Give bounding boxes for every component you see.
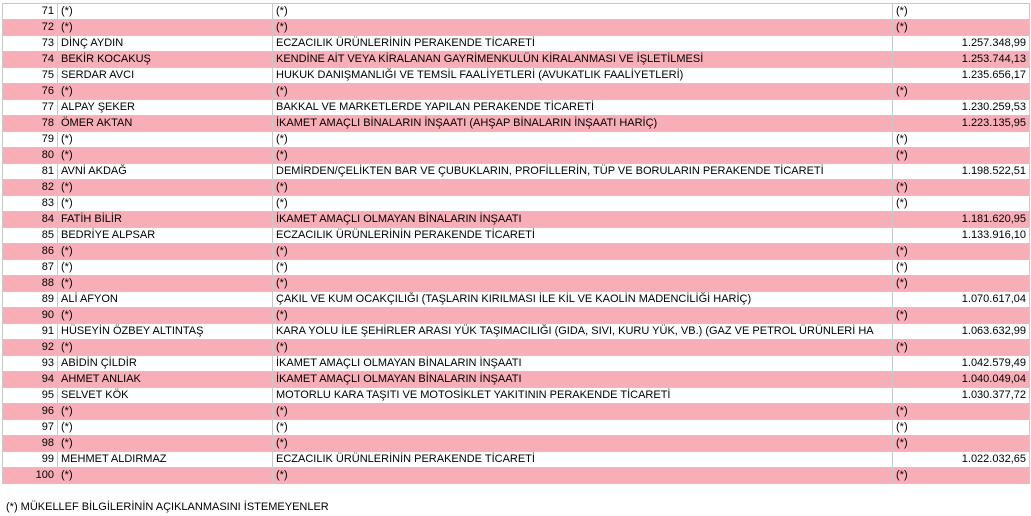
activity-cell: KENDİNE AİT VEYA KİRALANAN GAYRİMENKULÜN KİRALANMASI VE İŞLETİLMESİ — [273, 52, 893, 68]
taxpayer-name-cell: DİNÇ AYDIN — [58, 36, 273, 52]
table-row — [3, 324, 1030, 340]
activity-cell: (*) — [273, 20, 893, 36]
taxpayer-name-cell: (*) — [58, 468, 273, 484]
row-number-cell: 81 — [3, 164, 58, 180]
row-number-cell: 80 — [3, 148, 58, 164]
amount-cell: 1.063.632,99 — [893, 324, 1030, 340]
row-number-cell: 82 — [3, 180, 58, 196]
activity-cell: (*) — [273, 4, 893, 20]
amount-cell: 1.198.522,51 — [893, 164, 1030, 180]
row-number-cell: 77 — [3, 100, 58, 116]
amount-cell: 1.022.032,65 — [893, 452, 1030, 468]
amount-cell: (*) — [893, 436, 1030, 452]
amount-cell: (*) — [893, 468, 1030, 484]
taxpayer-name-cell: (*) — [58, 84, 273, 100]
activity-cell: İKAMET AMAÇLI OLMAYAN BİNALARIN İNŞAATI — [273, 212, 893, 228]
table-row — [3, 340, 1030, 356]
activity-cell: (*) — [273, 420, 893, 436]
table-row — [3, 180, 1030, 196]
activity-cell: (*) — [273, 180, 893, 196]
activity-cell: HUKUK DANIŞMANLIĞI VE TEMSİL FAALİYETLERİ (AVUKATLIK FAALİYETLERİ) — [273, 68, 893, 84]
row-number-cell: 90 — [3, 308, 58, 324]
table-row — [3, 164, 1030, 180]
row-number-cell: 93 — [3, 356, 58, 372]
row-number-cell: 75 — [3, 68, 58, 84]
activity-cell: KARA YOLU İLE ŞEHİRLER ARASI YÜK TAŞIMACILIĞI (GIDA, SIVI, KURU YÜK, VB.) (GAZ VE PETROL ÜRÜNLERİ HA — [273, 324, 893, 340]
row-number-cell: 94 — [3, 372, 58, 388]
row-number-cell: 99 — [3, 452, 58, 468]
table-row — [3, 244, 1030, 260]
table-row — [3, 84, 1030, 100]
table-row — [3, 276, 1030, 292]
activity-cell: (*) — [273, 260, 893, 276]
table-row — [3, 228, 1030, 244]
taxpayer-name-cell: (*) — [58, 180, 273, 196]
row-number-cell: 71 — [3, 4, 58, 20]
table-row — [3, 388, 1030, 404]
table-row — [3, 20, 1030, 36]
amount-cell: (*) — [893, 196, 1030, 212]
amount-cell: (*) — [893, 244, 1030, 260]
row-number-cell: 97 — [3, 420, 58, 436]
activity-cell: (*) — [273, 436, 893, 452]
amount-cell: (*) — [893, 180, 1030, 196]
activity-cell: (*) — [273, 276, 893, 292]
table-row — [3, 196, 1030, 212]
table-row — [3, 132, 1030, 148]
taxpayer-name-cell: MEHMET ALDIRMAZ — [58, 452, 273, 468]
taxpayer-name-cell: (*) — [58, 340, 273, 356]
amount-cell: (*) — [893, 20, 1030, 36]
row-number-cell: 88 — [3, 276, 58, 292]
row-number-cell: 98 — [3, 436, 58, 452]
activity-cell: (*) — [273, 132, 893, 148]
taxpayer-name-cell: (*) — [58, 148, 273, 164]
row-number-cell: 86 — [3, 244, 58, 260]
activity-cell: DEMİRDEN/ÇELİKTEN BAR VE ÇUBUKLARIN, PROFİLLERİN, TÜP VE BORULARIN PERAKENDE TİCARETİ — [273, 164, 893, 180]
taxpayer-name-cell: AVNİ AKDAĞ — [58, 164, 273, 180]
table-row — [3, 212, 1030, 228]
amount-cell: 1.040.049,04 — [893, 372, 1030, 388]
amount-cell: (*) — [893, 132, 1030, 148]
taxpayer-name-cell: FATİH BİLİR — [58, 212, 273, 228]
amount-cell: 1.235.656,17 — [893, 68, 1030, 84]
amount-cell: (*) — [893, 308, 1030, 324]
table-row — [3, 468, 1030, 484]
activity-cell: İKAMET AMAÇLI OLMAYAN BİNALARIN İNŞAATI — [273, 372, 893, 388]
activity-cell: BAKKAL VE MARKETLERDE YAPILAN PERAKENDE TİCARETİ — [273, 100, 893, 116]
table-row — [3, 260, 1030, 276]
row-number-cell: 96 — [3, 404, 58, 420]
amount-cell: 1.253.744,13 — [893, 52, 1030, 68]
table-row — [3, 452, 1030, 468]
taxpayer-name-cell: ALİ AFYON — [58, 292, 273, 308]
row-number-cell: 95 — [3, 388, 58, 404]
taxpayer-name-cell: ÖMER AKTAN — [58, 116, 273, 132]
table-row — [3, 116, 1030, 132]
taxpayer-name-cell: (*) — [58, 420, 273, 436]
row-number-cell: 84 — [3, 212, 58, 228]
activity-cell: İKAMET AMAÇLI BİNALARIN İNŞAATI (AHŞAP BİNALARIN İNŞAATI HARİÇ) — [273, 116, 893, 132]
amount-cell: (*) — [893, 340, 1030, 356]
amount-cell: (*) — [893, 276, 1030, 292]
amount-cell: 1.257.348,99 — [893, 36, 1030, 52]
taxpayer-name-cell: (*) — [58, 244, 273, 260]
taxpayer-name-cell: (*) — [58, 132, 273, 148]
activity-cell: ECZACILIK ÜRÜNLERİNİN PERAKENDE TİCARETİ — [273, 228, 893, 244]
amount-cell: 1.070.617,04 — [893, 292, 1030, 308]
taxpayer-name-cell: (*) — [58, 20, 273, 36]
activity-cell: (*) — [273, 308, 893, 324]
amount-cell: (*) — [893, 84, 1030, 100]
amount-cell: 1.133.916,10 — [893, 228, 1030, 244]
amount-cell: (*) — [893, 404, 1030, 420]
activity-cell: (*) — [273, 404, 893, 420]
taxpayer-name-cell: SELVET KÖK — [58, 388, 273, 404]
table-row — [3, 4, 1030, 20]
activity-cell: İKAMET AMAÇLI OLMAYAN BİNALARIN İNŞAATI — [273, 356, 893, 372]
taxpayer-name-cell: (*) — [58, 436, 273, 452]
amount-cell: 1.042.579,49 — [893, 356, 1030, 372]
row-number-cell: 78 — [3, 116, 58, 132]
table-row — [3, 308, 1030, 324]
row-number-cell: 83 — [3, 196, 58, 212]
taxpayer-name-cell: BEDRİYE ALPSAR — [58, 228, 273, 244]
row-number-cell: 92 — [3, 340, 58, 356]
row-number-cell: 89 — [3, 292, 58, 308]
taxpayer-name-cell: ALPAY ŞEKER — [58, 100, 273, 116]
taxpayer-table-body — [3, 4, 1030, 484]
taxpayer-name-cell: HÜSEYİN ÖZBEY ALTINTAŞ — [58, 324, 273, 340]
taxpayer-name-cell: (*) — [58, 308, 273, 324]
row-number-cell: 72 — [3, 20, 58, 36]
footnote: (*) MÜKELLEF BİLGİLERİNİN AÇIKLANMASINI İSTEMEYENLER — [6, 501, 329, 513]
taxpayer-name-cell: AHMET ANLIAK — [58, 372, 273, 388]
row-number-cell: 85 — [3, 228, 58, 244]
taxpayer-name-cell: (*) — [58, 4, 273, 20]
activity-cell: ÇAKIL VE KUM OCAKÇILIĞI (TAŞLARIN KIRILMASI İLE KİL VE KAOLİN MADENCİLİĞİ HARİÇ) — [273, 292, 893, 308]
taxpayer-name-cell: (*) — [58, 196, 273, 212]
taxpayer-name-cell: (*) — [58, 260, 273, 276]
table-row — [3, 292, 1030, 308]
row-number-cell: 74 — [3, 52, 58, 68]
row-number-cell: 87 — [3, 260, 58, 276]
activity-cell: ECZACILIK ÜRÜNLERİNİN PERAKENDE TİCARETİ — [273, 36, 893, 52]
taxpayer-name-cell: ABİDİN ÇİLDİR — [58, 356, 273, 372]
amount-cell: (*) — [893, 4, 1030, 20]
table-row — [3, 52, 1030, 68]
taxpayer-table-container — [2, 3, 1030, 484]
taxpayer-name-cell: (*) — [58, 404, 273, 420]
table-row — [3, 404, 1030, 420]
row-number-cell: 100 — [3, 468, 58, 484]
row-number-cell: 76 — [3, 84, 58, 100]
amount-cell: (*) — [893, 420, 1030, 436]
amount-cell: 1.181.620,95 — [893, 212, 1030, 228]
taxpayer-name-cell: BEKİR KOCAKUŞ — [58, 52, 273, 68]
taxpayer-table — [2, 3, 1030, 484]
activity-cell: (*) — [273, 148, 893, 164]
table-row — [3, 356, 1030, 372]
taxpayer-name-cell: SERDAR AVCI — [58, 68, 273, 84]
amount-cell: (*) — [893, 260, 1030, 276]
row-number-cell: 73 — [3, 36, 58, 52]
activity-cell: MOTORLU KARA TAŞITI VE MOTOSİKLET YAKITININ PERAKENDE TİCARETİ — [273, 388, 893, 404]
table-row — [3, 148, 1030, 164]
amount-cell: 1.223.135,95 — [893, 116, 1030, 132]
table-row — [3, 36, 1030, 52]
table-row — [3, 100, 1030, 116]
amount-cell: 1.230.259,53 — [893, 100, 1030, 116]
amount-cell: 1.030.377,72 — [893, 388, 1030, 404]
amount-cell: (*) — [893, 148, 1030, 164]
activity-cell: (*) — [273, 196, 893, 212]
table-row — [3, 372, 1030, 388]
row-number-cell: 79 — [3, 132, 58, 148]
table-row — [3, 420, 1030, 436]
activity-cell: (*) — [273, 244, 893, 260]
activity-cell: (*) — [273, 340, 893, 356]
activity-cell: ECZACILIK ÜRÜNLERİNİN PERAKENDE TİCARETİ — [273, 452, 893, 468]
table-row — [3, 436, 1030, 452]
table-row — [3, 68, 1030, 84]
taxpayer-name-cell: (*) — [58, 276, 273, 292]
activity-cell: (*) — [273, 84, 893, 100]
row-number-cell: 91 — [3, 324, 58, 340]
activity-cell: (*) — [273, 468, 893, 484]
